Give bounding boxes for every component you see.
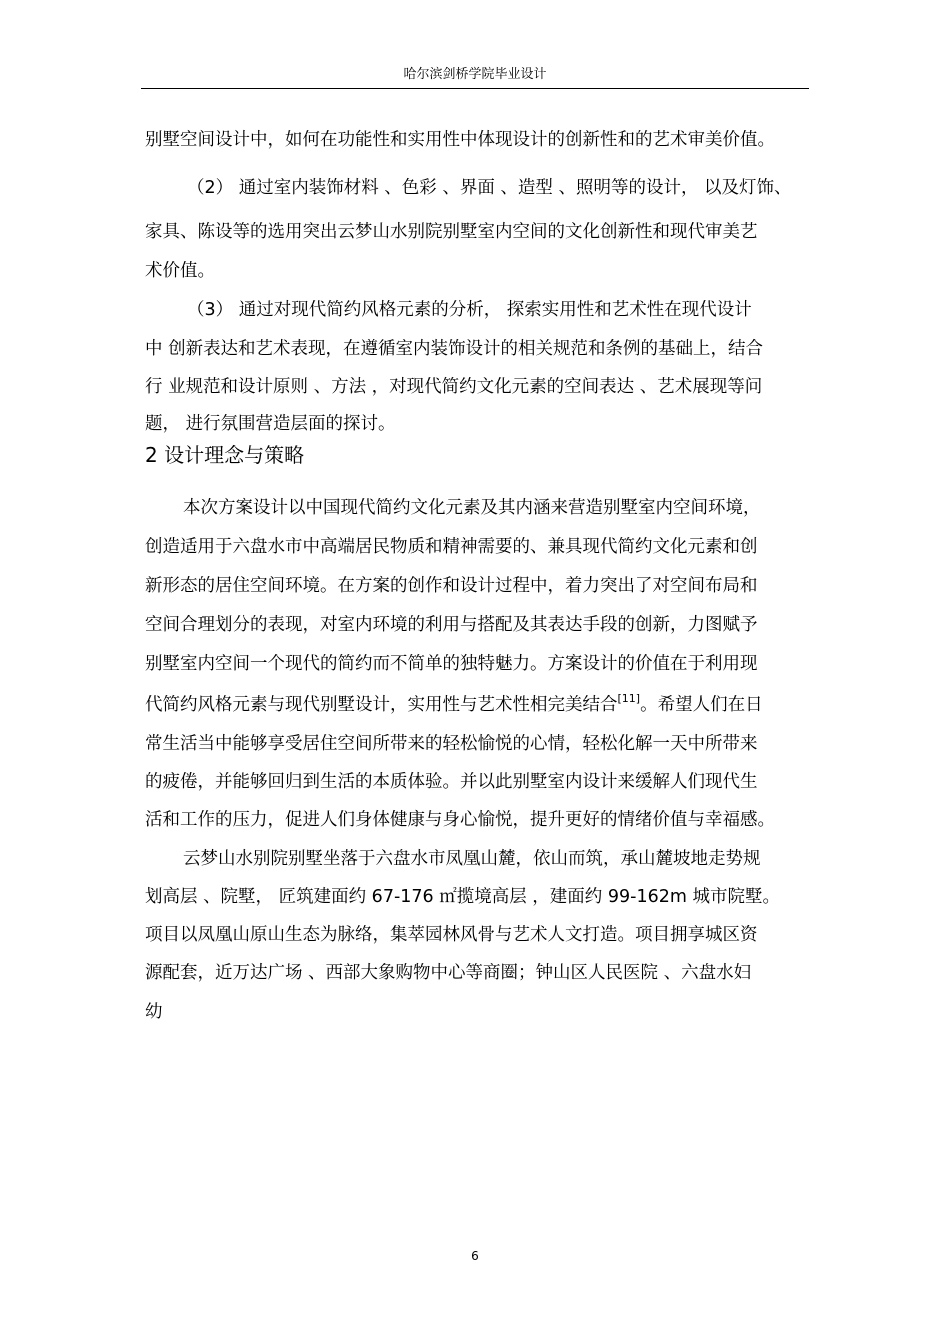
citation-ref: [11]	[617, 692, 641, 705]
section-heading: 2 设计理念与策略	[145, 443, 305, 467]
text-line: 家具、陈设等的选用突出云梦山水别院别墅室内空间的文化创新性和现代审美艺	[145, 222, 758, 242]
text-line: （3） 通过对现代简约风格元素的分析， 探索实用性和艺术性在现代设计	[187, 300, 752, 320]
page-number: 6	[471, 1249, 479, 1263]
text-line: 中 创新表达和艺术表现，在遵循室内装饰设计的相关规范和条例的基础上，结合	[145, 339, 764, 359]
text-line: 本次方案设计以中国现代简约文化元素及其内涵来营造别墅室内空间环境，	[183, 498, 761, 518]
text-line: 别墅室内空间一个现代的简约而不简单的独特魅力。方案设计的价值在于利用现	[145, 654, 758, 674]
text-line-with-citation	[145, 691, 763, 716]
text-segment: 代简约风格元素与现代别墅设计，实用性与艺术性相完美结合	[145, 695, 618, 715]
text-line: 空间合理划分的表现，对室内环境的利用与搭配及其表达手段的创新，力图赋予	[145, 615, 758, 635]
text-line: 术价值。	[145, 261, 215, 281]
header-title: 哈尔滨剑桥学院毕业设计	[403, 67, 547, 82]
text-line: 的疲倦，并能够回归到生活的本质体验。并以此别墅室内设计来缓解人们现代生	[145, 772, 758, 792]
text-line: 幼	[145, 1002, 163, 1022]
text-segment: 。希望人们在日	[640, 695, 763, 715]
text-line: 源配套，近万达广场 、西部大象购物中心等商圈；钟山区人民医院 、六盘水妇	[145, 963, 752, 983]
text-line: 题， 进行氛围营造层面的探讨。	[145, 414, 396, 434]
text-line: 活和工作的压力，促进人们身体健康与身心愉悦，提升更好的情绪价值与幸福感。	[145, 810, 775, 830]
text-line: 创造适用于六盘水市中高端居民物质和精神需要的、兼具现代简约文化元素和创	[145, 537, 758, 557]
text-line: 别墅空间设计中，如何在功能性和实用性中体现设计的创新性和的艺术审美价值。	[145, 130, 775, 150]
text-line: 项目以凤凰山原山生态为脉络，集萃园林风骨与艺术人文打造。项目拥享城区资	[145, 925, 758, 945]
text-line: 划高层 、院墅， 匠筑建面约 67-176 ㎡揽境高层 ，建面约 99-162m 城市院墅。	[145, 887, 780, 907]
text-line: （2） 通过室内装饰材料 、色彩 、界面 、造型 、照明等的设计， 以及灯饰、	[187, 178, 792, 198]
text-line: 云梦山水别院别墅坐落于六盘水市凤凰山麓，依山而筑，承山麓坡地走势规	[183, 849, 761, 869]
text-line: 新形态的居住空间环境。在方案的创作和设计过程中，着力突出了对空间布局和	[145, 576, 758, 596]
text-line: 行 业规范和设计原则 、方法 ，对现代简约文化元素的空间表达 、艺术展现等问	[145, 377, 763, 397]
header-divider	[141, 88, 809, 89]
text-line: 常生活当中能够享受居住空间所带来的轻松愉悦的心情，轻松化解一天中所带来	[145, 734, 758, 754]
